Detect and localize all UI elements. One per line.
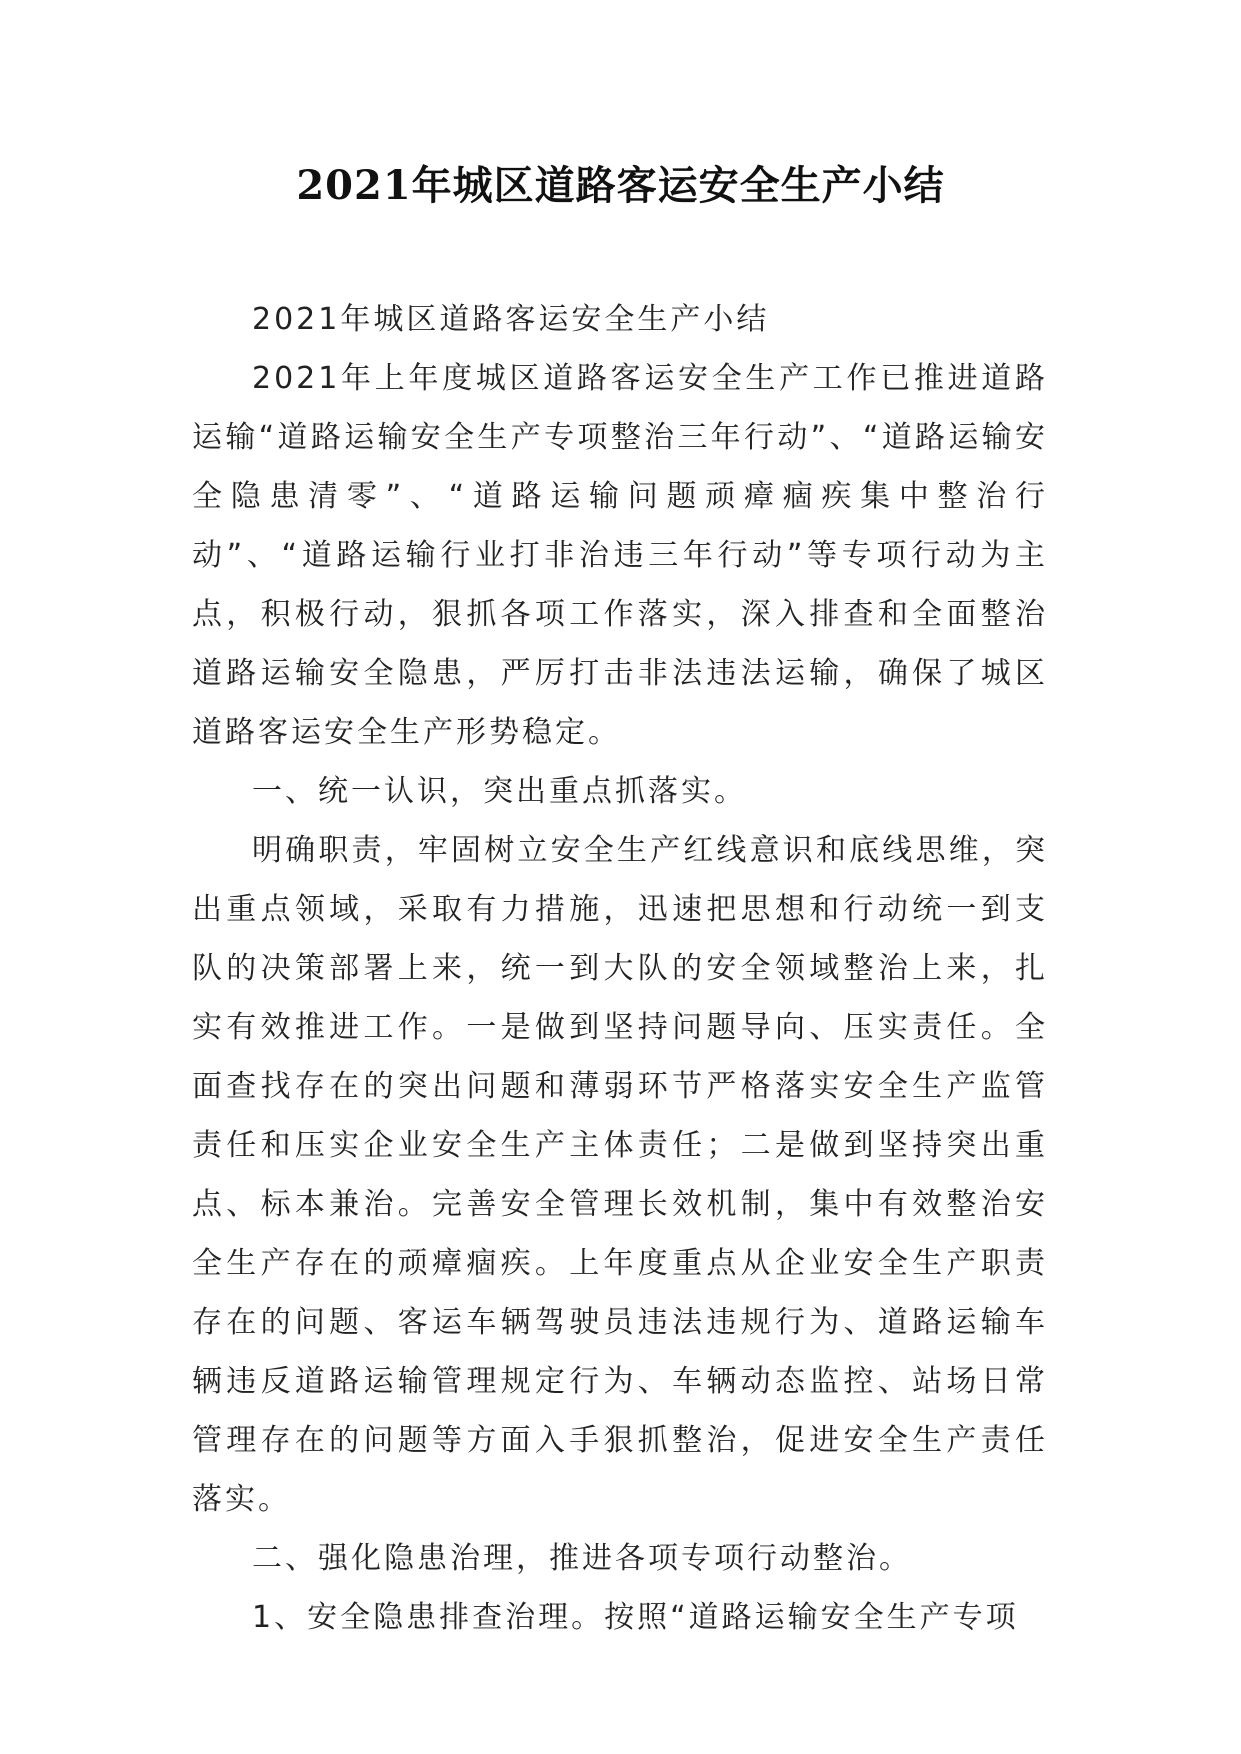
- paragraph-section-1: 明确职责，牢固树立安全生产红线意识和底线思维，突出重点领域，采取有力措施，迅速把思想和行动统一到支队的决策部署上来，统一到大队的安全领域整治上来，扎实有效推进工作。一是做到坚持问题导向、压实责任。全面查找存在的突出问题和薄弱环节严格落实安全生产监管责任和压实企业安全生产主体责任；二是做到坚持突出重点、标本兼治。完善安全管理长效机制，集中有效整治安全生产存在的顽瘴痼疾。上年度重点从企业安全生产职责存在的问题、客运车辆驾驶员违法违规行为、道路运输车辆违反道路运输管理规定行为、车辆动态监控、站场日常管理存在的问题等方面入手狠抓整治，促进安全生产责任落实。: [192, 833, 1048, 1517]
- section-heading-1: 一、统一认识，突出重点抓落实。: [252, 774, 747, 809]
- paragraph-subtitle: 2021年城区道路客运安全生产小结: [252, 302, 770, 337]
- document-body: [192, 290, 1048, 1647]
- document-title: 2021年城区道路客运安全生产小结: [296, 162, 945, 209]
- paragraph-item-1: 1、安全隐患排查治理。按照“道路运输安全生产专项: [252, 1600, 1019, 1635]
- section-heading-2: 二、强化隐患治理，推进各项专项行动整治。: [252, 1541, 912, 1576]
- paragraph-intro: 2021年上年度城区道路客运安全生产工作已推进道路运输“道路运输安全生产专项整治三年行动”、“道路运输安全隐患清零”、“道路运输问题顽瘴痼疾集中整治行动”、“道路运输行业打非治违三年行动”等专项行动为主点，积极行动，狠抓各项工作落实，深入排查和全面整治道路运输安全隐患，严厉打击非法违法运输，确保了城区道路客运安全生产形势稳定。: [192, 361, 1048, 750]
